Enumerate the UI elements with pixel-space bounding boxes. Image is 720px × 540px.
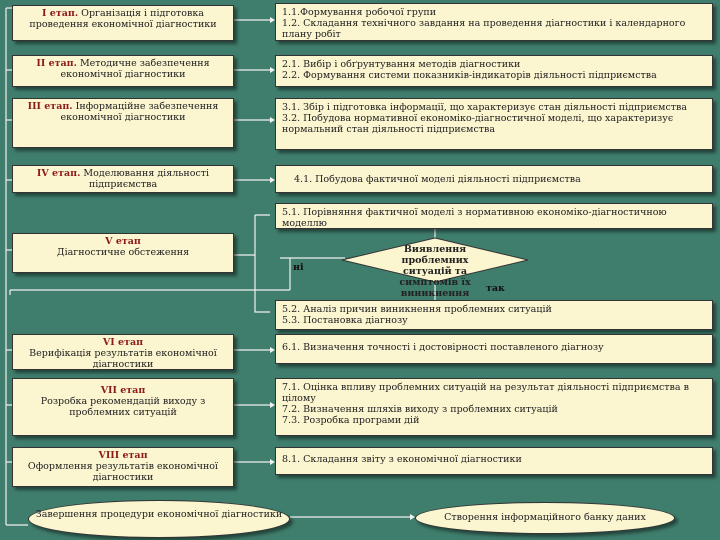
- step-8-box: [275, 447, 713, 475]
- stage-5-num: V етап: [105, 236, 141, 247]
- step-1-1: 1.1.Формування робочої групи: [282, 7, 437, 18]
- stage-5-title: Діагностичне обстеження: [56, 247, 190, 258]
- stage-3-title: Інформаційне забезпечення економічної діагностики: [60, 101, 219, 123]
- step-8-1: 8.1. Складання звіту з економічної діагностики: [282, 454, 522, 465]
- stage-2-title: Методичне забезпечення економічної діагностики: [60, 58, 210, 80]
- stage-6-box: [12, 334, 234, 370]
- step-7-box: [275, 378, 713, 436]
- stage-1-box: [12, 5, 234, 41]
- step-4-1: 4.1. Побудова фактичної моделі діяльності підприємства: [294, 174, 581, 185]
- step-6-1: 6.1. Визначення точності і достовірності поставленого діагнозу: [282, 342, 604, 353]
- stage-7-box: [12, 378, 234, 436]
- step-5-1: 5.1. Порівняння фактичної моделі з нормативною економіко-діагностичною моделлю: [282, 207, 667, 229]
- step-1-box: [275, 3, 713, 41]
- step-7-2: 7.2. Визначення шляхів виходу з проблемних ситуацій: [282, 404, 558, 415]
- stage-3-box: [12, 98, 234, 148]
- stage-4-num: IV етап.: [36, 168, 81, 179]
- stage-1-num: I етап.: [42, 8, 79, 19]
- stage-6-num: VI етап: [102, 337, 144, 348]
- step-7-1: 7.1. Оцінка впливу проблемних ситуацій на результат діяльності підприємства в цілому: [282, 382, 689, 404]
- step-5-1-box: [275, 203, 713, 229]
- step-3-1: 3.1. Збір і підготовка інформації, що характеризує стан діяльності підприємства: [282, 102, 688, 113]
- step-6-box: [275, 334, 713, 364]
- step-2-1: 2.1. Вибір і обґрунтування методів діагностики: [282, 59, 521, 70]
- step-2-2: 2.2. Формування системи показників-індикаторів діяльності підприємства: [282, 70, 657, 81]
- data-bank-ellipse: Створення інформаційного банку даних: [415, 502, 675, 534]
- step-5-2-box: [275, 300, 713, 330]
- stage-4-title: Моделювання діяльності підприємства: [83, 168, 210, 190]
- decision-no-label: ні: [293, 262, 304, 273]
- step-5-3: 5.3. Постановка діагнозу: [282, 315, 408, 326]
- stage-2-box: [12, 55, 234, 87]
- stage-8-title: Оформлення результатів економічної діагностики: [27, 461, 219, 483]
- stage-3-num: III етап.: [27, 101, 73, 112]
- stage-8-box: [12, 447, 234, 487]
- step-4-box: [275, 165, 713, 193]
- finish-ellipse: Завершення процедури економічної діагностики: [28, 500, 290, 538]
- stage-7-title: Розробка рекомендацій виходу з проблемних ситуацій: [40, 396, 206, 418]
- stage-1-title: Організація і підготовка проведення економічної діагностики: [29, 8, 217, 30]
- stage-8-num: VIII етап: [98, 450, 148, 461]
- stage-4-box: [12, 165, 234, 193]
- stage-7-num: VII етап: [100, 385, 146, 396]
- stage-2-num: II етап.: [36, 58, 77, 69]
- step-7-3: 7.3. Розробка програми дій: [282, 415, 420, 426]
- decision-text: Виявлення проблемних ситуацій та симптомів їх виникнення: [399, 244, 471, 299]
- step-3-box: [275, 98, 713, 150]
- step-5-2: 5.2. Аналіз причин виникнення проблемних ситуацій: [282, 304, 552, 315]
- stage-5-box: [12, 233, 234, 273]
- step-3-2: 3.2. Побудова нормативної економіко-діагностичної моделі, що характеризує нормальний стан діяльності підприємства: [282, 113, 674, 135]
- step-2-box: [275, 55, 713, 87]
- step-1-2: 1.2. Складання технічного завдання на проведення діагностики і календарного плану робіт: [282, 18, 686, 40]
- decision-yes-label: так: [486, 283, 505, 294]
- stage-6-title: Верифікація результатів економічної діагностики: [29, 348, 217, 370]
